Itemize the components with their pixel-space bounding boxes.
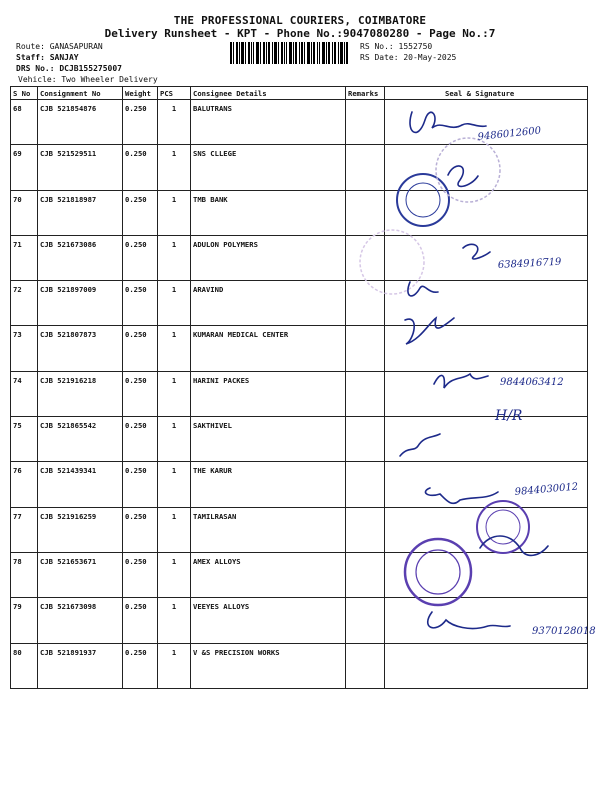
rs-date: RS Date: 20-May-2025 [360,53,457,62]
consignee: THE KARUR [191,462,346,507]
pcs: 1 [158,462,191,507]
consignee: AMEX ALLOYS [191,552,346,597]
weight: 0.250 [123,552,158,597]
weight: 0.250 [123,598,158,643]
consignment-no: CJB 521854876 [38,100,123,145]
signature-cell [385,145,588,190]
pcs: 1 [158,552,191,597]
remarks [346,235,385,280]
consignment-no: CJB 521916259 [38,507,123,552]
sno: 75 [11,417,38,462]
consignment-no: CJB 521818987 [38,190,123,235]
col-weight: Weight [123,87,158,100]
sno: 74 [11,371,38,416]
consignment-no: CJB 521529511 [38,145,123,190]
remarks [346,552,385,597]
sno: 76 [11,462,38,507]
table-row [11,326,588,371]
table-row [11,235,588,280]
company-title: THE PROFESSIONAL COURIERS, COIMBATORE [173,14,427,27]
col-pcs: PCS [158,87,191,100]
pcs: 1 [158,598,191,643]
table-row [11,417,588,462]
pcs: 1 [158,326,191,371]
weight: 0.250 [123,462,158,507]
col-seal-signature: Seal & Signature [385,87,588,100]
col-remarks: Remarks [346,87,385,100]
weight: 0.250 [123,507,158,552]
table-row [11,190,588,235]
remarks [346,371,385,416]
consignee: ADULON POLYMERS [191,235,346,280]
pcs: 1 [158,190,191,235]
consignee: V &S PRECISION WORKS [191,643,346,688]
signature-cell [385,235,588,280]
sno: 71 [11,235,38,280]
remarks [346,643,385,688]
sno: 72 [11,281,38,326]
pcs: 1 [158,145,191,190]
table-row [11,643,588,688]
sno: 73 [11,326,38,371]
col-consignment: Consignment No [38,87,123,100]
weight: 0.250 [123,235,158,280]
runsheet-subtitle: Delivery Runsheet - KPT - Phone No.:9047080280 - Page No.:7 [104,27,496,40]
pcs: 1 [158,371,191,416]
remarks [346,598,385,643]
consignment-no: CJB 521673098 [38,598,123,643]
pcs: 1 [158,235,191,280]
vehicle-label: Vehicle: Two Wheeler Delivery [18,75,158,84]
weight: 0.250 [123,100,158,145]
remarks [346,462,385,507]
signature-cell [385,371,588,416]
consignee: SAKTHIVEL [191,417,346,462]
signature-cell [385,462,588,507]
pcs: 1 [158,417,191,462]
table-header-row [11,87,588,100]
signature-phone-77: 9844030012 [514,481,579,498]
staff-label: Staff: SANJAY [16,53,79,62]
signature-cell [385,598,588,643]
sno: 69 [11,145,38,190]
table-row [11,100,588,145]
table-row [11,281,588,326]
sno: 70 [11,190,38,235]
signature-phone-80: 9370128018 [532,626,596,637]
pcs: 1 [158,643,191,688]
weight: 0.250 [123,281,158,326]
weight: 0.250 [123,643,158,688]
consignment-no: CJB 521439341 [38,462,123,507]
signature-cell [385,643,588,688]
col-sno: S No [11,87,38,100]
weight: 0.250 [123,190,158,235]
remarks [346,507,385,552]
consignee: ARAVIND [191,281,346,326]
remarks [346,281,385,326]
pcs: 1 [158,100,191,145]
remarks [346,100,385,145]
table-row [11,552,588,597]
remarks [346,417,385,462]
table-row [11,371,588,416]
consignment-no: CJB 521807873 [38,326,123,371]
signature-cell [385,552,588,597]
sno: 77 [11,507,38,552]
consignee: SNS CLLEGE [191,145,346,190]
pcs: 1 [158,507,191,552]
consignment-no: CJB 521673086 [38,235,123,280]
signature-note-76: H/R [495,408,523,424]
weight: 0.250 [123,371,158,416]
table-row [11,507,588,552]
sno: 68 [11,100,38,145]
signature-phone-68: 9486012600 [477,125,542,143]
signature-phone-74: 9844063412 [500,377,564,388]
rs-number: RS No.: 1552750 [360,42,433,51]
consignment-no: CJB 521891937 [38,643,123,688]
signature-cell [385,507,588,552]
consignee: KUMARAN MEDICAL CENTER [191,326,346,371]
signature-cell [385,281,588,326]
consignee: HARINI PACKES [191,371,346,416]
consignment-no: CJB 521653671 [38,552,123,597]
drs-number: DRS No.: DCJB155275007 [16,64,122,73]
consignee: TAMILRASAN [191,507,346,552]
remarks [346,145,385,190]
weight: 0.250 [123,145,158,190]
consignee: BALUTRANS [191,100,346,145]
weight: 0.250 [123,417,158,462]
consignee: TMB BANK [191,190,346,235]
route-label: Route: GANASAPURAN [16,42,103,51]
consignment-no: CJB 521916218 [38,371,123,416]
sno: 79 [11,598,38,643]
pcs: 1 [158,281,191,326]
remarks [346,190,385,235]
table-row [11,462,588,507]
sno: 80 [11,643,38,688]
consignment-no: CJB 521865542 [38,417,123,462]
weight: 0.250 [123,326,158,371]
sno: 78 [11,552,38,597]
consignee: VEEYES ALLOYS [191,598,346,643]
col-consignee: Consignee Details [191,87,346,100]
signature-cell [385,417,588,462]
remarks [346,326,385,371]
signature-cell [385,326,588,371]
signature-phone-71: 6384916719 [497,256,562,271]
table-row [11,145,588,190]
signature-cell [385,190,588,235]
table-row [11,598,588,643]
runsheet-table [10,86,588,689]
signature-cell [385,100,588,145]
consignment-no: CJB 521897009 [38,281,123,326]
barcode [230,42,348,64]
